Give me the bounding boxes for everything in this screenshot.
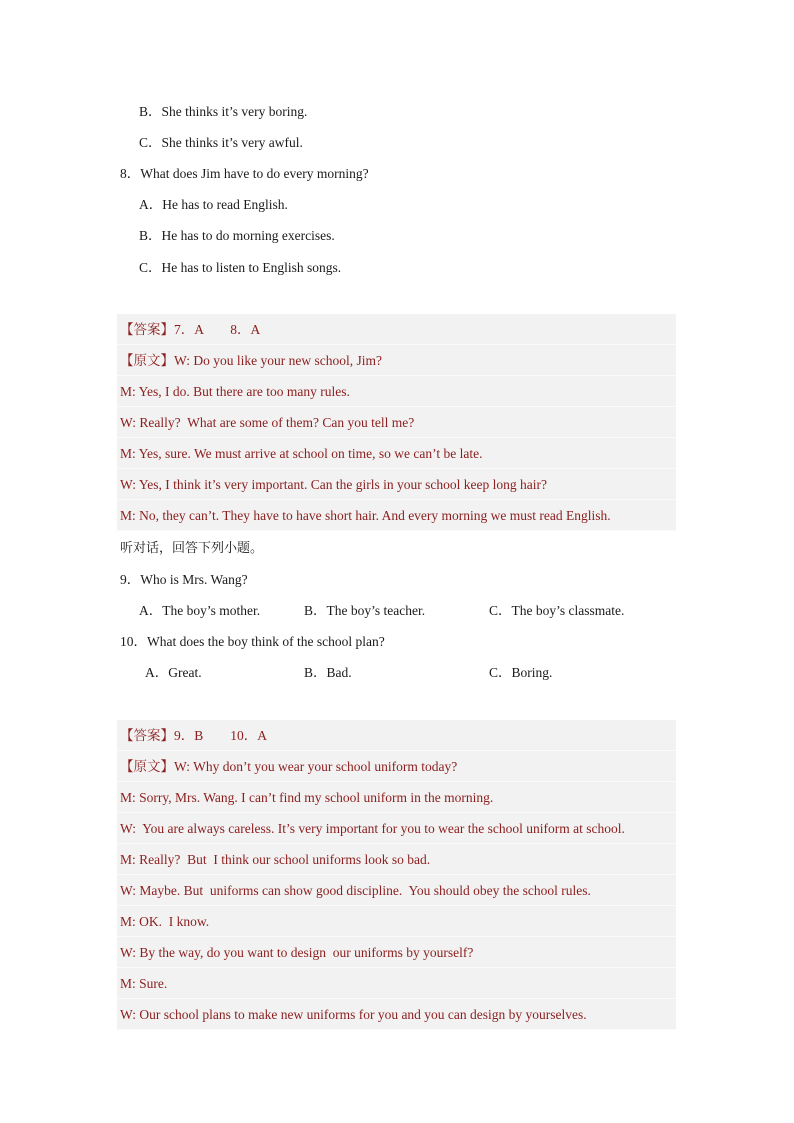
answer-text: 7．A 8．A [174,322,261,337]
answer-block-1 [117,314,676,531]
script-line: M: Yes, I do. But there are too many rules. [120,384,350,399]
script-label: 【原文】 [120,759,174,774]
q10-option-a: A．Great. [145,665,202,680]
q8-option-b: B．He has to do morning exercises. [139,228,335,243]
script-row [117,937,676,968]
script-row [117,782,676,813]
script-row [117,751,676,782]
script-line: W: You are always careless. It’s very important for you to wear the school uniform at school. [120,821,625,836]
q9-option-c: C．The boy’s classmate. [489,603,625,618]
script-line: M: No, they can’t. They have to have short hair. And every morning we must read English. [120,508,611,523]
script-row [117,999,676,1030]
script-row [117,438,676,469]
script-row [117,875,676,906]
script-line: W: Maybe. But uniforms can show good discipline. You should obey the school rules. [120,883,591,898]
q10-stem: 10．What does the boy think of the school plan? [120,634,385,649]
q9-option-b: B．The boy’s teacher. [304,603,426,618]
script-line: W: Yes, I think it’s very important. Can the girls in your school keep long hair? [120,477,547,492]
q8-option-a: A．He has to read English. [139,197,288,212]
answer-row [117,314,676,345]
answer-label: 【答案】 [120,322,174,337]
script-row [117,345,676,376]
script-line: W: Really? What are some of them? Can you tell me? [120,415,415,430]
script-row [117,968,676,999]
script-row [117,376,676,407]
script-row [117,407,676,438]
script-label: 【原文】 [120,353,174,368]
instruction: 听对话，回答下列小题。 [120,541,264,556]
q9-stem: 9．Who is Mrs. Wang? [120,572,248,587]
q8-stem: 8．What does Jim have to do every morning? [120,166,369,181]
script-row [117,813,676,844]
script-line: W: Why don’t you wear your school uniform today? [174,759,458,774]
script-line: M: Yes, sure. We must arrive at school on time, so we can’t be late. [120,446,483,461]
answer-text: 9．B 10．A [174,728,268,743]
answer-row [117,720,676,751]
script-line: W: By the way, do you want to design our uniforms by yourself? [120,945,474,960]
q10-option-b: B．Bad. [304,665,352,680]
script-row [117,844,676,875]
q10-option-c: C．Boring. [489,665,553,680]
script-row [117,500,676,531]
q8-option-c: C．He has to listen to English songs. [139,260,342,275]
script-line: W: Do you like your new school, Jim? [174,353,382,368]
script-line: M: Sorry, Mrs. Wang. I can’t find my school uniform in the morning. [120,790,494,805]
script-line: M: OK. I know. [120,914,210,929]
answer-block-2 [117,720,676,1030]
script-line: W: Our school plans to make new uniforms for you and you can design by yourselves. [120,1007,587,1022]
answer-label: 【答案】 [120,728,174,743]
script-line: M: Really? But I think our school uniforms look so bad. [120,852,431,867]
q7-option-c: C．She thinks it’s very awful. [139,135,303,150]
q9-option-a: A．The boy’s mother. [139,603,261,618]
script-line: M: Sure. [120,976,168,991]
script-row [117,906,676,937]
script-row [117,469,676,500]
q7-option-b: B．She thinks it’s very boring. [139,104,308,119]
